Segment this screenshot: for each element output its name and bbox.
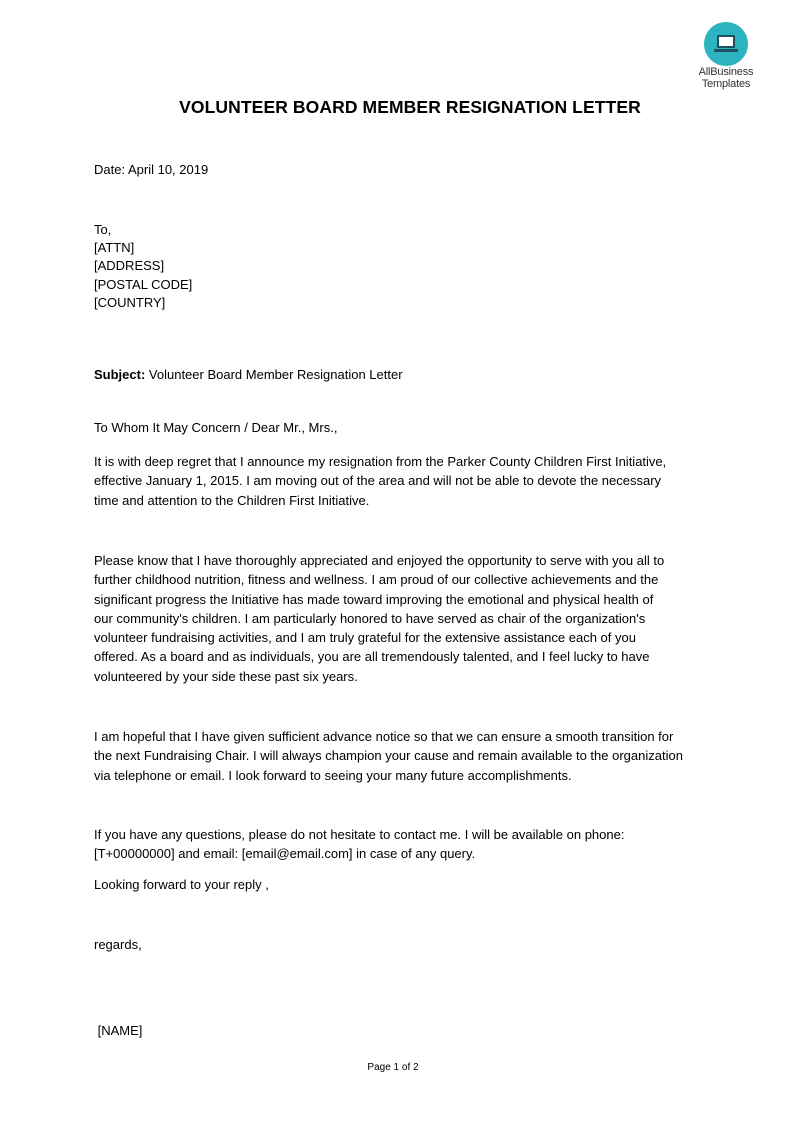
logo-badge <box>704 22 748 66</box>
regards-text: regards, <box>94 937 142 952</box>
paragraph-line: via telephone or email. I look forward to seeing your many future accomplishments. <box>94 767 572 783</box>
name-placeholder: [NAME] <box>94 1022 143 1038</box>
paragraph-line: volunteered by your side these past six years. <box>94 668 358 684</box>
recipient-country: [COUNTRY] <box>94 294 166 310</box>
logo-brand-line2: Templates <box>701 78 751 90</box>
paragraph-line: time and attention to the Children First Initiative. <box>94 492 370 508</box>
date-text: Date: April 10, 2019 <box>94 162 209 177</box>
recipient-attn: [ATTN] <box>94 240 135 256</box>
closing-line <box>94 875 704 894</box>
page-number: Page 1 of 2 <box>367 1062 419 1073</box>
paragraph-line: It is with deep regret that I announce my resignation from the Parker County Children First Initiative, <box>94 454 667 469</box>
paragraph-2 <box>94 551 704 686</box>
closing-text: Looking forward to your reply , <box>94 877 269 892</box>
date-line <box>94 160 704 179</box>
logo-brand-line1: AllBusiness <box>698 66 754 78</box>
subject-label: Subject: <box>94 367 146 382</box>
recipient-address <box>94 221 704 312</box>
subject-text: Volunteer Board Member Resignation Letter <box>145 367 403 382</box>
paragraph-line: our community's children. I am particularly honored to have served as chair of the organization's <box>94 610 646 626</box>
paragraph-3 <box>94 727 704 785</box>
paragraph-1 <box>94 452 704 510</box>
paragraph-line: effective January 1, 2015. I am moving out of the area and will not be able to devote the necessary <box>94 473 662 489</box>
paragraph-line: further childhood nutrition, fitness and wellness. I am proud of our collective achievements and the <box>94 572 659 588</box>
paragraph-line: If you have any questions, please do not hesitate to contact me. I will be available on phone: <box>94 827 625 842</box>
paragraph-line: I am hopeful that I have given sufficient advance notice so that we can ensure a smooth transition for <box>94 729 674 744</box>
salutation <box>94 418 704 437</box>
paragraph-line: significant progress the Initiative has made toward improving the emotional and physical health of <box>94 591 654 607</box>
recipient-address-line: [ADDRESS] <box>94 258 165 274</box>
paragraph-line: offered. As a board and as individuals, you are all tremendously talented, and I feel lucky to have <box>94 649 650 665</box>
brand-logo <box>694 22 758 90</box>
recipient-to: To, <box>94 222 112 237</box>
regards-line <box>94 935 704 954</box>
paragraph-line: volunteer fundraising activities, and I am truly grateful for the extensive assistance each of you <box>94 630 636 646</box>
salutation-text: To Whom It May Concern / Dear Mr., Mrs., <box>94 420 338 435</box>
subject-line <box>94 365 704 384</box>
paragraph-line: the next Fundraising Chair. I will always champion your cause and remain available to the organization <box>94 748 683 764</box>
paragraph-4 <box>94 825 704 864</box>
document-title: VOLUNTEER BOARD MEMBER RESIGNATION LETTER <box>179 97 641 117</box>
paragraph-line: Please know that I have thoroughly appreciated and enjoyed the opportunity to serve with you all to <box>94 553 665 568</box>
paragraph-line: [T+00000000] and email: [email@email.com] in case of any query. <box>94 846 476 862</box>
recipient-postal-code: [POSTAL CODE] <box>94 276 193 292</box>
laptop-icon <box>713 33 739 55</box>
